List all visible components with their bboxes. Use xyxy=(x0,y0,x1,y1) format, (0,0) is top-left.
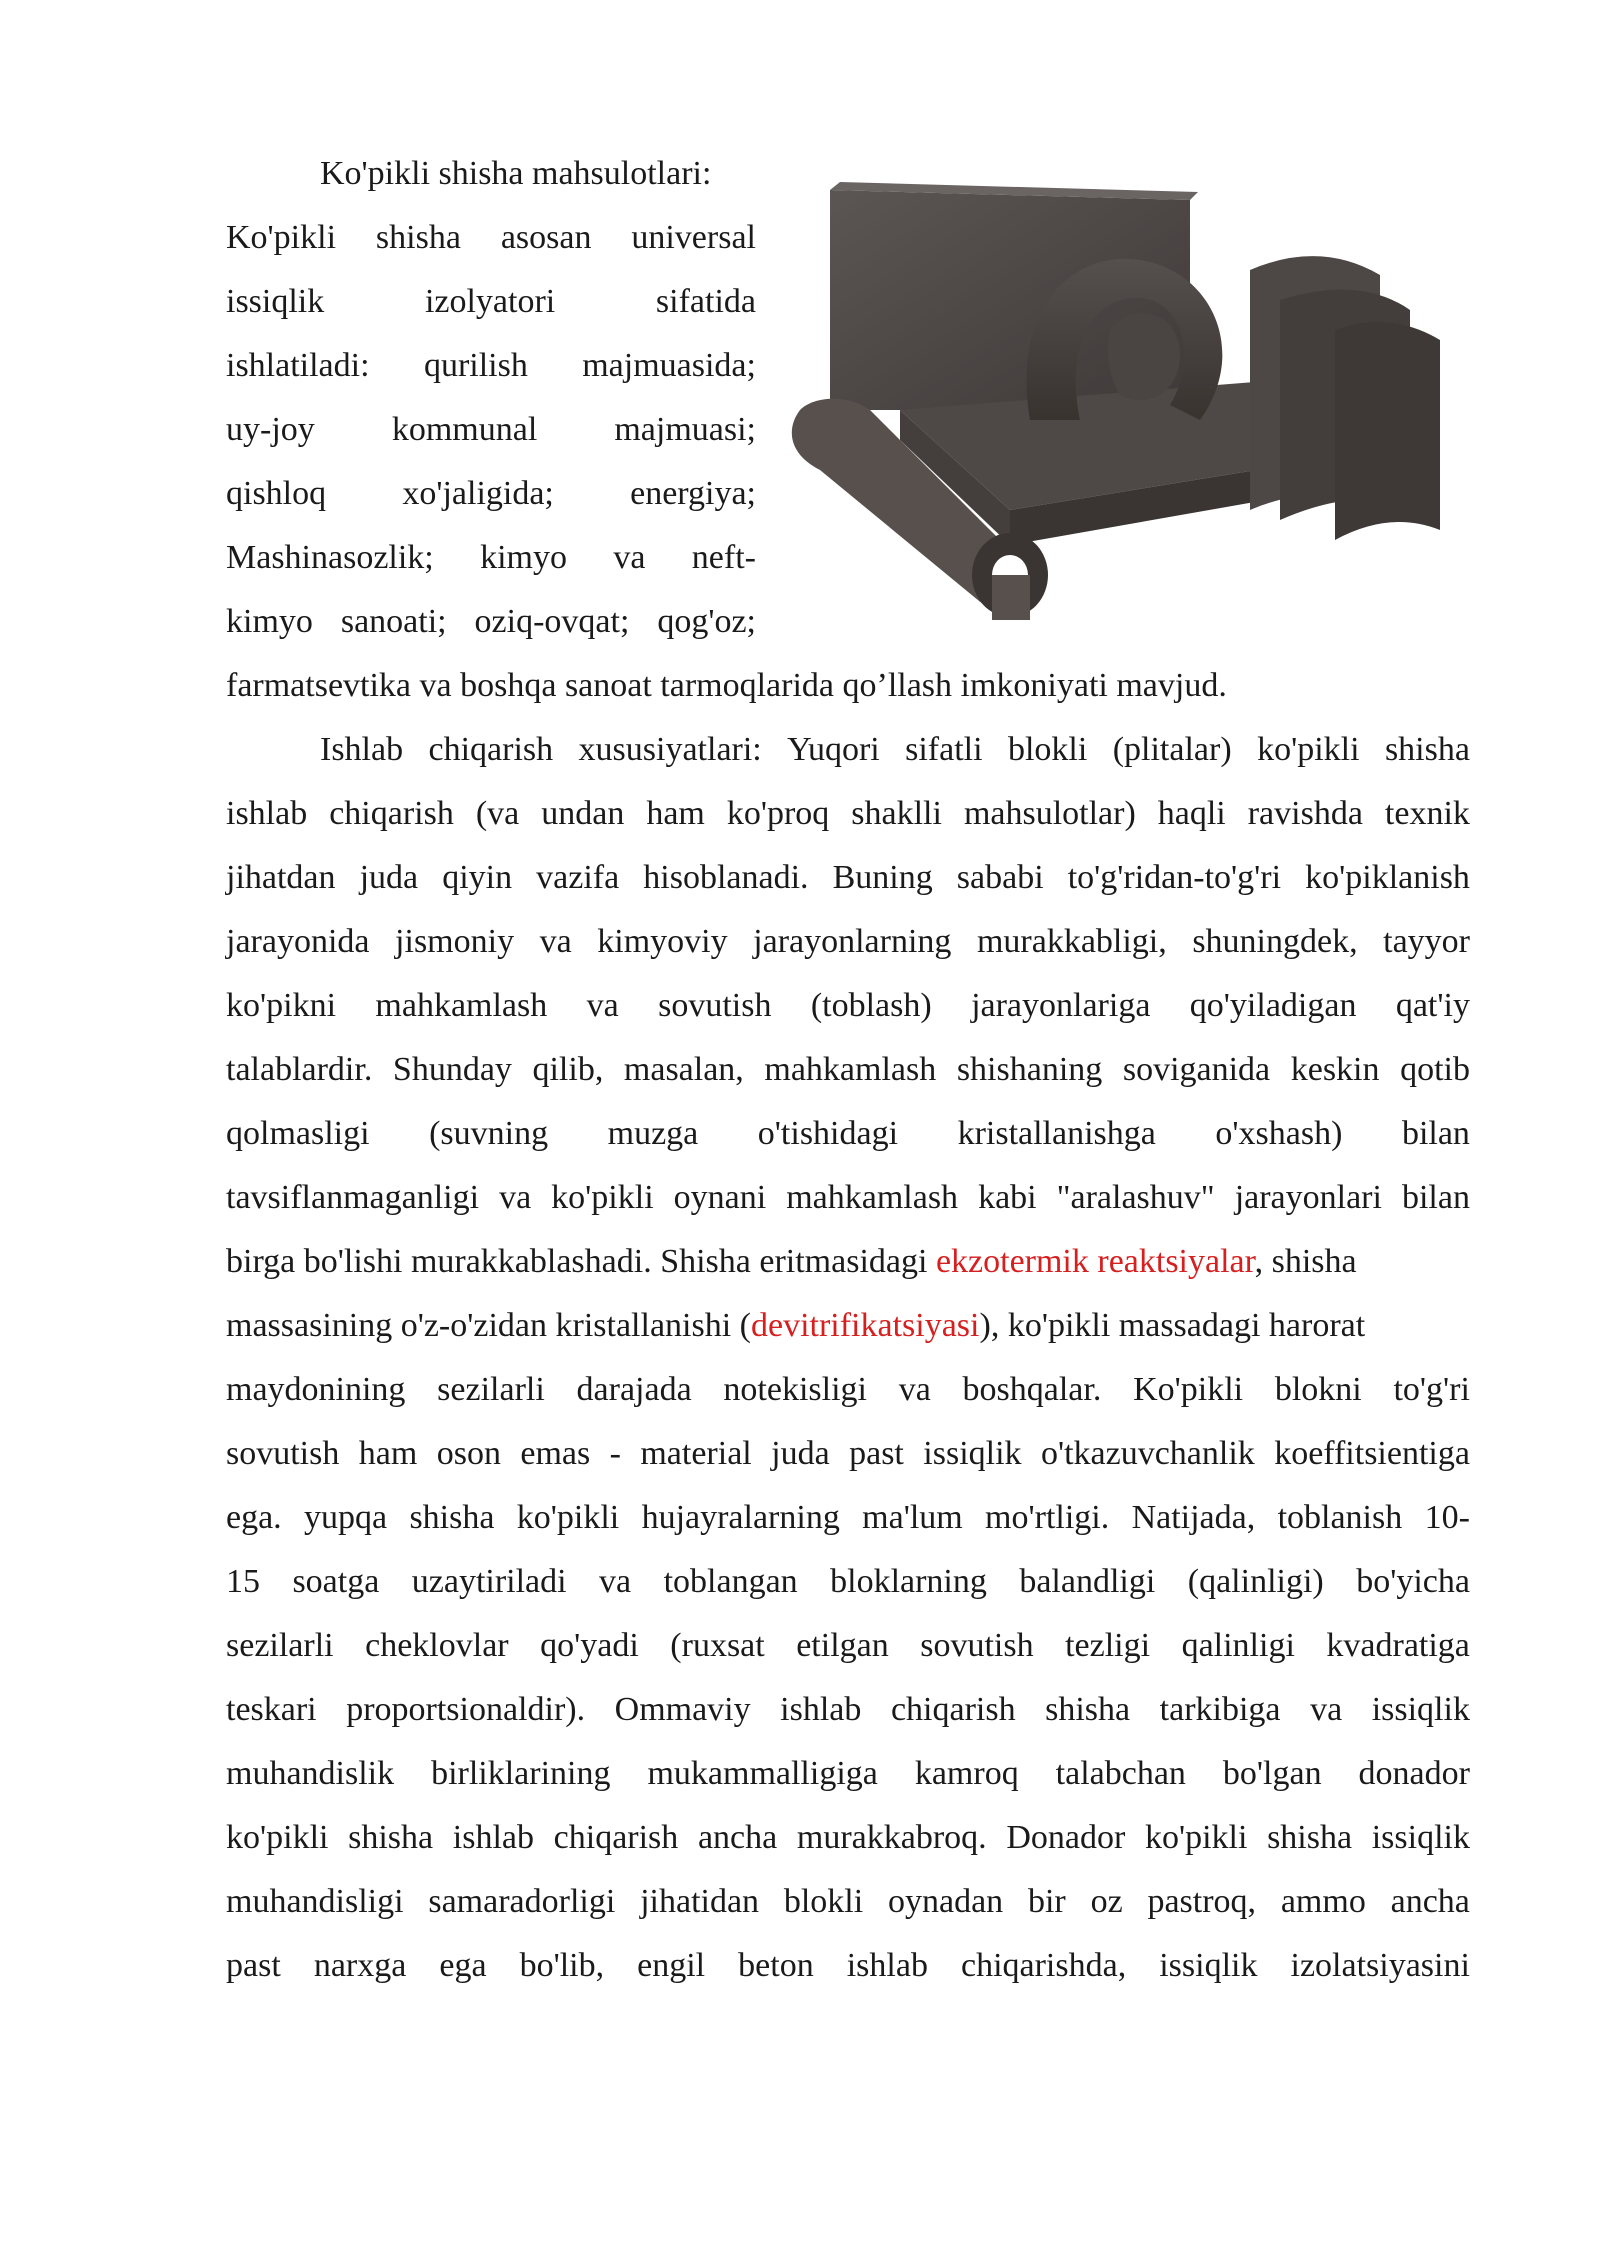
word: ko'pikni xyxy=(226,987,337,1024)
word: undan xyxy=(541,795,625,832)
word: chiqarishda, xyxy=(960,1947,1127,1984)
word: notekisligi xyxy=(723,1371,867,1408)
word: ko'pikli xyxy=(1144,1819,1248,1856)
word: oynadan xyxy=(888,1883,1004,1920)
word: jarayonlari xyxy=(1234,1179,1382,1216)
word: chiqarish xyxy=(890,1691,1016,1728)
word: muhandisligi xyxy=(226,1883,404,1920)
word: mahkamlash xyxy=(786,1179,959,1216)
text-segment: birga bo'lishi murakkablashadi. Shisha eritmasidagi xyxy=(226,1243,936,1280)
word: koeffitsientiga xyxy=(1274,1435,1470,1472)
word: qotib xyxy=(1400,1051,1470,1088)
word: chiqarish xyxy=(553,1819,679,1856)
text-line xyxy=(226,1230,1470,1294)
word: kamroq xyxy=(914,1755,1019,1792)
word: ma'lum xyxy=(862,1499,963,1536)
text-line xyxy=(226,1550,1470,1614)
word: qiyin xyxy=(442,859,513,896)
word: - xyxy=(609,1435,621,1472)
word: qat'iy xyxy=(1395,987,1470,1024)
word: jihatdan xyxy=(226,859,336,896)
word: ko'pikli xyxy=(551,1179,654,1216)
word: ishlab xyxy=(780,1691,862,1728)
word: jarayonlariga xyxy=(971,987,1151,1024)
word: shishaning xyxy=(956,1051,1103,1088)
word: Ommaviy xyxy=(614,1691,751,1728)
word: tayyor xyxy=(1383,923,1470,960)
word: shisha xyxy=(1384,731,1470,768)
word: o'tishidagi xyxy=(757,1115,899,1152)
text-line xyxy=(226,1166,1470,1230)
text-line xyxy=(226,1614,1470,1678)
word: bo'yicha xyxy=(1356,1563,1470,1600)
word: xo'jaligida; xyxy=(402,475,554,512)
word: issiqlik xyxy=(923,1435,1022,1472)
word: 10- xyxy=(1424,1499,1470,1536)
word: beton xyxy=(738,1947,814,1984)
word: yupqa xyxy=(304,1499,388,1536)
word: jarayonida xyxy=(226,923,370,960)
word: asosan xyxy=(500,219,592,256)
word: juda xyxy=(771,1435,830,1472)
word: hisoblanadi. xyxy=(643,859,809,896)
word: boshqalar. xyxy=(962,1371,1102,1408)
text-line xyxy=(226,1038,1470,1102)
word: shuningdek, xyxy=(1192,923,1358,960)
word: qo'yiladigan xyxy=(1189,987,1357,1024)
word: juda xyxy=(359,859,419,896)
word: vazifa xyxy=(536,859,620,896)
word: va xyxy=(586,987,619,1024)
word: soatga xyxy=(292,1563,380,1600)
word: etilgan xyxy=(796,1627,889,1664)
word: ishlab xyxy=(452,1819,534,1856)
word: Ko'pikli xyxy=(1133,1371,1244,1408)
word: emas xyxy=(520,1435,591,1472)
word: va xyxy=(499,1179,532,1216)
word: shisha xyxy=(1267,1819,1353,1856)
word: qo'yadi xyxy=(540,1627,639,1664)
word: uy-joy xyxy=(226,411,315,448)
word: va xyxy=(539,923,572,960)
word: sezilarli xyxy=(226,1627,334,1664)
word: ishlab xyxy=(846,1947,928,1984)
word: blokli xyxy=(1007,731,1088,768)
word: qurilish xyxy=(423,347,528,384)
word: ega. xyxy=(226,1499,282,1536)
word: issiqlik xyxy=(1371,1819,1470,1856)
word: Buning xyxy=(832,859,933,896)
word: donador xyxy=(1358,1755,1470,1792)
link-devitrification[interactable]: devitrifikatsiyasi xyxy=(750,1307,980,1344)
word: haqli xyxy=(1157,795,1226,832)
text-line xyxy=(226,270,756,334)
word: ko'pikli xyxy=(1257,731,1360,768)
word: sifatida xyxy=(655,283,756,320)
word: toblanish xyxy=(1277,1499,1403,1536)
word: proportsionaldir). xyxy=(346,1691,586,1728)
word: ancha xyxy=(697,1819,778,1856)
text-segment: massasining o'z-o'zidan kristallanishi ( xyxy=(226,1307,751,1344)
word: issiqlik xyxy=(226,283,325,320)
word: ammo xyxy=(1280,1883,1366,1920)
word: pastroq, xyxy=(1147,1883,1257,1920)
word: qog'oz; xyxy=(657,603,756,640)
word: chiqarish xyxy=(428,731,554,768)
word: xususiyatlari: xyxy=(578,731,762,768)
word: ham xyxy=(646,795,705,832)
text-line xyxy=(226,1806,1470,1870)
word: ham xyxy=(358,1435,418,1472)
word: izolatsiyasini xyxy=(1290,1947,1470,1984)
word: to'g'ri xyxy=(1393,1371,1470,1408)
word: past xyxy=(849,1435,904,1472)
word: talabchan xyxy=(1055,1755,1186,1792)
text-line xyxy=(226,1934,1470,1998)
word: mahkamlash xyxy=(375,987,548,1024)
word: masalan, xyxy=(623,1051,744,1088)
word: narxga xyxy=(313,1947,407,1984)
word: past xyxy=(226,1947,281,1984)
word: soviganida xyxy=(1122,1051,1271,1088)
word: uzaytiriladi xyxy=(411,1563,567,1600)
word: to'g'ridan-to'g'ri xyxy=(1067,859,1282,896)
word: issiqlik xyxy=(1159,1947,1258,1984)
word: kimyoviy xyxy=(597,923,728,960)
word: qilib, xyxy=(532,1051,604,1088)
word: texnik xyxy=(1384,795,1470,832)
text-line xyxy=(226,910,1470,974)
word: shisha xyxy=(409,1499,495,1536)
word: ravishda xyxy=(1247,795,1363,832)
word: shaklli xyxy=(851,795,942,832)
foam-glass-products-image xyxy=(780,180,1460,620)
word: mo'rtligi. xyxy=(985,1499,1110,1536)
word: oz xyxy=(1090,1883,1123,1920)
word: kabi xyxy=(978,1179,1037,1216)
text-line xyxy=(226,526,756,590)
word: shisha xyxy=(348,1819,434,1856)
text-line xyxy=(226,334,756,398)
word: samaradorligi xyxy=(428,1883,616,1920)
word: material xyxy=(640,1435,752,1472)
word: va xyxy=(599,1563,632,1600)
word: kimyo xyxy=(226,603,313,640)
word: sovutish xyxy=(920,1627,1034,1664)
word: toblangan xyxy=(663,1563,798,1600)
word: murakkabligi, xyxy=(976,923,1167,960)
link-exothermic-reactions[interactable]: ekzotermik reaktsiyalar xyxy=(935,1243,1255,1280)
word: sababi xyxy=(956,859,1044,896)
word: shisha xyxy=(1045,1691,1131,1728)
word: energiya; xyxy=(630,475,756,512)
word: kommunal xyxy=(391,411,538,448)
word: mahsulotlar) xyxy=(963,795,1136,832)
word: maydonining xyxy=(226,1371,406,1408)
word: majmuasida; xyxy=(582,347,756,384)
text-line: Ko'pikli shisha mahsulotlari: xyxy=(320,155,712,192)
word: tarkibiga xyxy=(1159,1691,1281,1728)
word: chiqarish xyxy=(329,795,454,832)
word: Ko'pikli xyxy=(226,219,337,256)
text-line xyxy=(226,974,1470,1038)
word: Natijada, xyxy=(1131,1499,1256,1536)
text-line xyxy=(226,206,756,270)
word: sanoati; xyxy=(340,603,447,640)
word: bir xyxy=(1027,1883,1066,1920)
word: (toblash) xyxy=(810,987,932,1024)
word: Shunday xyxy=(392,1051,512,1088)
word: cheklovlar xyxy=(365,1627,509,1664)
word: balandligi xyxy=(1019,1563,1156,1600)
word: universal xyxy=(631,219,756,256)
word: (suvning xyxy=(429,1115,549,1152)
word: blokni xyxy=(1274,1371,1362,1408)
word: mahkamlash xyxy=(764,1051,937,1088)
word: ishlatiladi: xyxy=(226,347,370,384)
text-line xyxy=(226,462,756,526)
word: murakkabroq. xyxy=(796,1819,987,1856)
word: "aralashuv" xyxy=(1056,1179,1215,1216)
text-line xyxy=(226,1486,1470,1550)
text-segment: ), ko'pikli massadagi harorat xyxy=(979,1307,1366,1344)
word: (plitalar) xyxy=(1112,731,1232,768)
text-line xyxy=(226,590,756,654)
word: muzga xyxy=(607,1115,699,1152)
word: oynani xyxy=(673,1179,767,1216)
word: darajada xyxy=(576,1371,692,1408)
word: bo'lgan xyxy=(1222,1755,1322,1792)
word: qolmasligi xyxy=(226,1115,370,1152)
text-line xyxy=(226,1294,1470,1358)
word: keskin xyxy=(1290,1051,1380,1088)
word: jihatidan xyxy=(640,1883,760,1920)
text-line xyxy=(226,1102,1470,1166)
word: muhandislik xyxy=(226,1755,395,1792)
word: bilan xyxy=(1401,1179,1470,1216)
word: o'xshash) xyxy=(1215,1115,1343,1152)
word: shisha xyxy=(375,219,461,256)
word: bilan xyxy=(1401,1115,1470,1152)
word: sovutish xyxy=(226,1435,340,1472)
word: qalinligi xyxy=(1181,1627,1295,1664)
word: Mashinasozlik; xyxy=(226,539,434,576)
word: bloklarning xyxy=(830,1563,987,1600)
text-line xyxy=(226,1422,1470,1486)
word: neft- xyxy=(691,539,756,576)
word: talablardir. xyxy=(226,1051,373,1088)
word: o'tkazuvchanlik xyxy=(1040,1435,1255,1472)
word: jismoniy xyxy=(395,923,515,960)
word: jarayonlarning xyxy=(753,923,952,960)
word: va xyxy=(613,539,646,576)
word: kvadratiga xyxy=(1326,1627,1470,1664)
word: sovutish xyxy=(658,987,772,1024)
word: Yuqori xyxy=(787,731,880,768)
word: tavsiflanmaganligi xyxy=(226,1179,480,1216)
word: majmuasi; xyxy=(614,411,756,448)
word: birliklarining xyxy=(431,1755,611,1792)
word: ishlab xyxy=(226,795,308,832)
word: teskari xyxy=(226,1691,317,1728)
word: (qalinligi) xyxy=(1187,1563,1324,1600)
word: ko'pikli xyxy=(516,1499,620,1536)
word: mukammalligiga xyxy=(647,1755,878,1792)
word: ega xyxy=(439,1947,487,1984)
word: issiqlik xyxy=(1371,1691,1470,1728)
text-segment: , shisha xyxy=(1254,1243,1357,1280)
word: (va xyxy=(475,795,520,832)
word: bo'lib, xyxy=(519,1947,605,1984)
text-line xyxy=(226,718,1470,782)
word: 15 xyxy=(226,1563,260,1600)
text-line xyxy=(226,1678,1470,1742)
text-line xyxy=(226,1742,1470,1806)
word: ko'proq xyxy=(726,795,830,832)
text-line xyxy=(226,398,756,462)
word: izolyatori xyxy=(424,283,556,320)
text-line xyxy=(226,846,1470,910)
word: qishloq xyxy=(226,475,327,512)
word: engil xyxy=(637,1947,706,1984)
text-line xyxy=(226,782,1470,846)
word: kimyo xyxy=(480,539,568,576)
word: Ishlab xyxy=(320,731,404,768)
word: tezligi xyxy=(1065,1627,1151,1664)
word: sifatli xyxy=(905,731,983,768)
text-line xyxy=(226,1870,1470,1934)
word: va xyxy=(1310,1691,1343,1728)
word: oziq-ovqat; xyxy=(474,603,630,640)
word: ancha xyxy=(1390,1883,1470,1920)
word: (ruxsat xyxy=(670,1627,765,1664)
word: ko'pikli xyxy=(226,1819,329,1856)
word: kristallanishga xyxy=(957,1115,1156,1152)
word: ko'piklanish xyxy=(1305,859,1470,896)
word: hujayralarning xyxy=(641,1499,840,1536)
word: Donador xyxy=(1006,1819,1126,1856)
text-line: farmatsevtika va boshqa sanoat tarmoqlarida qo’llash imkoniyati mavjud. xyxy=(226,667,1227,704)
word: sezilarli xyxy=(437,1371,545,1408)
word: oson xyxy=(436,1435,501,1472)
word: blokli xyxy=(783,1883,864,1920)
word: va xyxy=(898,1371,931,1408)
text-line xyxy=(226,1358,1470,1422)
